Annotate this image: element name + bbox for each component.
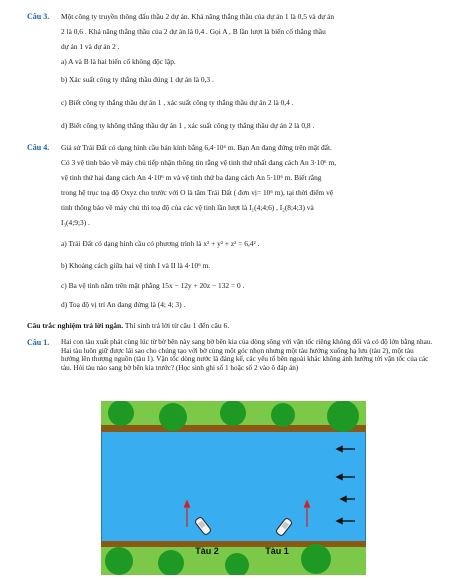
question-4-option-c: c) Ba vệ tinh nằm trên mặt phẳng 15x − 12y + 20z − 132 = 0 . [61, 281, 245, 290]
boat-2-label: Tàu 2 [195, 546, 219, 556]
question-4-line-5: tinh thông báo về máy chủ thì toạ độ của các vệ tinh lần lượt là I₁(4;4;6) , I₂(8;4;3) và [61, 203, 314, 212]
boat-1-label: Tàu 1 [265, 546, 289, 556]
question-4-line-4: trong hệ trục toạ độ Oxyz cho trước với O là tâm Trái Đất ( đơn vị= 10⁶ m), tại thời điểm vệ [61, 188, 334, 197]
river-figure [101, 401, 366, 575]
top-bank [101, 425, 366, 432]
question-1-number: Câu 1. [27, 338, 50, 347]
question-4-option-a: a) Trái Đất có dạng hình cầu có phương trình là x² + y² + z² = 6,4² . [61, 239, 260, 248]
question-4-line-1: Giả sử Trái Đất có dạng hình cầu bán kính bằng 6,4·10⁶ m. Bạn An đang đứng trên mặt đất. [61, 143, 332, 152]
question-1-text: Hai con tàu xuất phát cùng lúc từ bờ bên này sang bờ bên kia của dòng sông với vận tốc riêng không đổi và có độ lớn bằng nhau. Hai tàu luôn giữ được lái sao cho chúng tạo với bờ cùng một góc nhọn nhưng một tàu hướng xuống hạ lưu (tàu 2), một tàu hướng lên thượng nguồn (tàu 1). Vận tốc dòng nước là đáng kể, các yếu tố bên ngoài khác không ảnh hưởng tới vận tốc của các tàu. Hỏi tàu nào sang bờ bên kia trước? (Học sinh ghi số 1 hoặc số 2 vào ô đáp án) [61, 338, 433, 372]
tree-icon [105, 547, 133, 575]
tree-icon [271, 403, 295, 427]
question-4-line-6: I₃(4;9;3) . [61, 218, 90, 227]
question-4-option-b: b) Khoảng cách giữa hai vệ tinh I và II là 4·10⁶ m. [61, 261, 211, 270]
tree-icon [108, 401, 134, 426]
question-3-option-d: d) Biết công ty không thắng thầu dự án 1 , xác suất công ty thắng thầu dự án 2 là 0,8 . [61, 121, 315, 130]
tree-icon [301, 544, 331, 574]
question-4-option-d: d) Toạ độ vị trí An đang đứng là (4; 4; 3) . [61, 300, 186, 309]
question-3-number: Câu 3. [27, 12, 50, 21]
question-4-line-2: Có 3 vệ tinh báo về máy chủ tiếp nhận thông tin rằng vệ tinh thứ nhất đang cách An 3·10⁶ m, [61, 158, 337, 167]
tree-icon [158, 550, 184, 575]
question-3-option-c: c) Biết công ty thắng thầu dự án 1 , xác suất công ty thắng thầu dự án 2 là 0,4 . [61, 98, 294, 107]
question-3-option-b: b) Xác suất công ty thắng thầu đúng 1 dự án là 0,3 . [61, 75, 214, 84]
question-4-number: Câu 4. [27, 143, 50, 152]
section-heading-instruction: Thí sinh trả lời từ câu 1 đến câu 6. [123, 321, 230, 330]
question-3-line-2: 2 là 0,6 . Khả năng thắng thầu của 2 dự án là 0,4 . Gọi A , B lần lượt là biến cố thắng thầu [61, 27, 326, 36]
question-4-line-3: vệ tinh thứ hai đang cách An 4·10⁶ m và vệ tinh thứ ba đang cách An 5·10⁶ m. Biết rằng [61, 173, 322, 182]
tree-icon [159, 403, 187, 431]
section-heading [27, 321, 229, 330]
tree-icon [327, 401, 359, 432]
question-3-line-3: dự án 1 và dự án 2 . [61, 42, 120, 51]
question-3-option-a: a) A và B là hai biến cố không độc lập. [61, 57, 176, 66]
section-heading-title: Câu trắc nghiệm trả lời ngắn. [27, 321, 124, 330]
question-3-line-1: Một công ty truyền thông đấu thầu 2 dự án. Khả năng thắng thầu của dự án 1 là 0,5 và dự án [61, 12, 335, 21]
bottom-bank [101, 541, 366, 548]
tree-icon [220, 401, 246, 426]
